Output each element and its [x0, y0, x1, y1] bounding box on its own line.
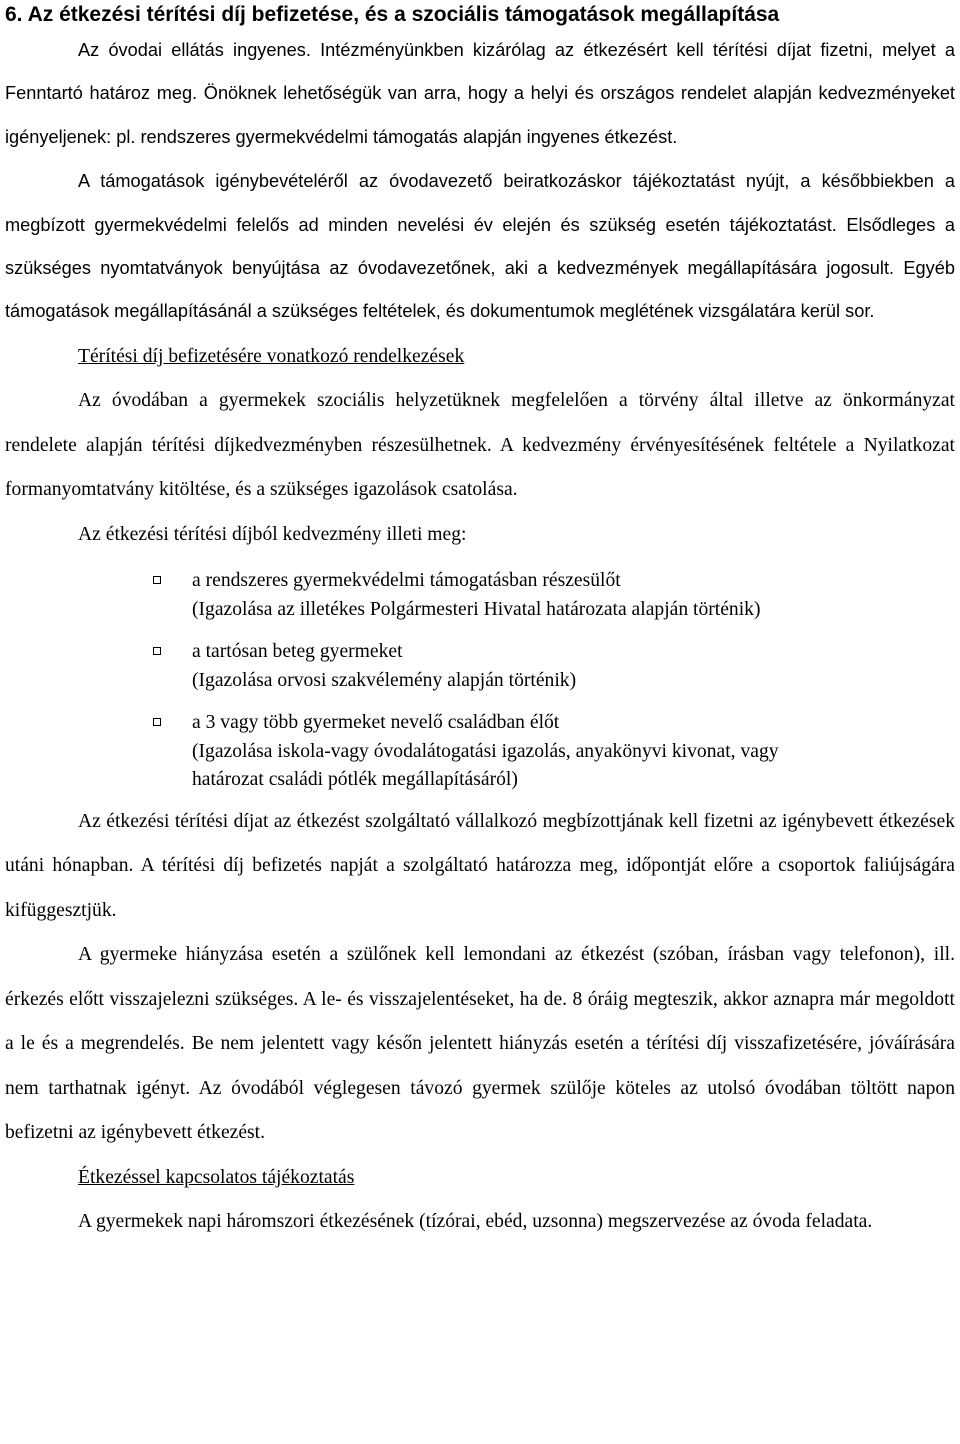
intro-paragraph: Az óvodai ellátás ingyenes. Intézményünkben kizárólag az étkezésért kell térítési díjat fizetni, melyet a Fenntartó határoz meg. Önöknek lehetőségük van arra, hogy a helyi és országos rendelet alapján kedvezményeket igényeljenek: pl. rendszeres gyermekvédelmi támogatás alapján ingyenes étkezést. [5, 40, 955, 147]
list-item-title: a rendszeres gyermekvédelmi támogatásban részesülőt [192, 570, 621, 592]
payment-paragraph: Az étkezési térítési díjat az étkezést szolgáltató vállalkozó megbízottjának kell fizetni az igénybevett étkezések utáni hónapban. A térítési díj befizetés napját a szolgáltató határozza meg, időpontját előre a csoportok faliújságára kifüggesztjük. [5, 810, 955, 921]
list-item-note: (Igazolása orvosi szakvélemény alapján történik) [192, 669, 577, 691]
support-info-paragraph: A támogatások igénybevételéről az óvodavezető beiratkozáskor tájékoztatást nyújt, a későbbiekben a megbízott gyermekvédelmi felelős ad minden nevelési év elején és szükség esetén tájékoztatást. Elsődleges a szükséges nyomtatványok benyújtása az óvodavezetőnek, aki a kedvezmények megállapítására jogosult. Egyéb támogatások megállapításánál a szükséges feltételek, és dokumentumok meglétének vizsgálatára kerül sor. [5, 171, 955, 322]
list-item-note: (Igazolása az illetékes Polgármesteri Hivatal határozata alapján történik) [192, 598, 761, 620]
square-bullet-icon [153, 647, 161, 655]
fee-rules-title: Térítési díj befizetésére vonatkozó rendelkezések [78, 345, 465, 367]
entitled-intro: Az étkezési térítési díjból kedvezmény illeti meg: [78, 523, 467, 545]
list-item-note-cont: határozat családi pótlék megállapításáról) [192, 769, 518, 791]
entitled-list [5, 567, 955, 795]
list-item [5, 567, 955, 624]
meals-paragraph: A gyermekek napi háromszori étkezésének (tízórai, ebéd, uzsonna) megszervezése az óvoda feladata. [78, 1211, 873, 1233]
absence-paragraph: A gyermeke hiányzása esetén a szülőnek kell lemondani az étkezést (szóban, írásban vagy telefonon), ill. érkezés előtt visszajelezni szükséges. A le- és visszajelentéseket, ha de. 8 óráig megteszik, akkor aznapra már megoldott a le és a megrendelés. Be nem jelentett vagy későn jelentett hiányzás esetén a térítési díj visszafizetésére, jóváírására nem tarthatnak igényt. Az óvodából véglegesen távozó gyermek szülője köteles az utolsó óvodában töltött napon befizetni az igénybevett étkezést. [5, 944, 955, 1144]
list-item-title: a 3 vagy több gyermeket nevelő családban élőt [192, 712, 560, 734]
square-bullet-icon [153, 576, 161, 584]
list-item [5, 709, 955, 795]
section-heading: 6. Az étkezési térítési díj befizetése, és a szociális támogatások megállapítása [5, 3, 780, 26]
square-bullet-icon [153, 718, 161, 726]
meals-title: Étkezéssel kapcsolatos tájékoztatás [78, 1166, 355, 1188]
list-item-title: a tartósan beteg gyermeket [192, 641, 403, 663]
fee-discount-paragraph: Az óvodában a gyermekek szociális helyzetüknek megfelelően a törvény által illetve az önkormányzat rendelete alapján térítési díjkedvezményben részesülhetnek. A kedvezmény érvényesítésének feltétele a Nyilatkozat formanyomtatvány kitöltése, és a szükséges igazolások csatolása. [5, 390, 955, 501]
list-item [5, 638, 955, 695]
list-item-note: (Igazolása iskola-vagy óvodalátogatási igazolás, anyakönyvi kivonat, vagy [192, 740, 779, 762]
